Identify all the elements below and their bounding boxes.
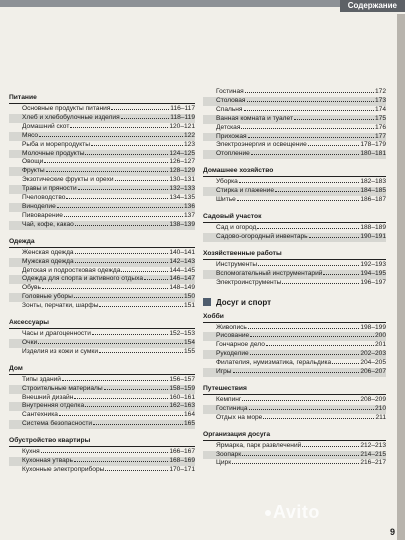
entry-label: Пивоварение [22, 211, 63, 219]
toc-entry [9, 275, 195, 284]
entry-page: 214–215 [360, 450, 386, 458]
toc-section [203, 312, 386, 377]
entry-label: Отдых на море [216, 413, 263, 421]
entry-label: Кухонная утварь [22, 457, 73, 465]
entry-label: Инструменты [216, 260, 258, 268]
entry-label: Зонты, перчатки, шарфы [22, 302, 99, 310]
toc-list [9, 448, 195, 475]
entry-label: Мужская одежда [22, 257, 74, 265]
dot-leader [242, 454, 359, 456]
entry-label: Детская [216, 123, 241, 131]
right-bottom-sections [203, 312, 386, 469]
toc-entry [203, 270, 386, 279]
dot-leader [74, 460, 168, 462]
dot-leader [64, 215, 183, 217]
toc-entry [9, 330, 195, 339]
dot-leader [92, 333, 168, 335]
dot-leader [242, 399, 359, 401]
toc-entry [9, 420, 195, 429]
entry-label: Гончарное дело [216, 341, 265, 349]
dot-leader [250, 335, 374, 337]
dot-leader [241, 127, 374, 129]
entry-page: 200 [374, 332, 386, 340]
entry-page: 156–157 [169, 375, 195, 383]
entry-label: Сантехника [22, 411, 58, 419]
toc-entry [203, 141, 386, 150]
entry-label: Отопление [216, 150, 250, 158]
dot-leader [75, 252, 169, 254]
toc-list [203, 396, 386, 423]
entry-page: 162–163 [169, 402, 195, 410]
toc-entry [203, 150, 386, 159]
toc-list [203, 88, 386, 159]
toc-entry [9, 176, 195, 185]
toc-list [9, 249, 195, 311]
entry-label: Ярмарка, парк развлечений [216, 441, 302, 449]
entry-page: 174 [374, 105, 386, 113]
toc-entry [9, 249, 195, 258]
entry-label: Очки [22, 338, 38, 346]
toc-entry [203, 405, 386, 414]
toc-entry [9, 221, 195, 230]
entry-page: 196–197 [360, 278, 386, 286]
toc-entry [203, 233, 386, 242]
toc-entry [203, 187, 386, 196]
dot-leader [44, 161, 168, 163]
entry-page: 140–141 [169, 248, 195, 256]
entry-page: 144–145 [169, 266, 195, 274]
entry-label: Кухонные электроприборы [22, 466, 105, 473]
entry-label: Цирк [216, 459, 232, 467]
dot-leader [121, 117, 170, 119]
entry-label: Сад и огород [216, 223, 257, 231]
section-heading: Обустройство квартиры [9, 436, 195, 447]
dot-leader [91, 144, 183, 146]
toc-entry [203, 442, 386, 451]
entry-page: 128–129 [169, 167, 195, 175]
entry-page: 177 [374, 132, 386, 140]
toc-section [203, 249, 386, 288]
dot-leader [111, 108, 169, 110]
entry-page: 138–139 [169, 220, 195, 228]
entry-label: Кемпинг [216, 395, 242, 403]
toc-entry [203, 279, 386, 288]
toc-entry [203, 178, 386, 187]
entry-page: 142–143 [169, 257, 195, 265]
entry-page: 202–203 [360, 350, 386, 358]
toc-entry [203, 341, 386, 350]
entry-page: 182–183 [360, 178, 386, 186]
toc-section [9, 237, 195, 311]
entry-page: 186–187 [360, 196, 386, 204]
dot-leader [46, 170, 169, 172]
section-heading: Хобби [203, 312, 386, 323]
entry-label: Спальня [216, 105, 243, 113]
entry-page: 155 [183, 347, 195, 355]
toc-entry [9, 293, 195, 302]
dot-leader [248, 136, 374, 138]
toc-section [203, 384, 386, 423]
toc-entry [203, 115, 386, 124]
right-column [203, 87, 386, 468]
entry-label: Обувь [22, 284, 41, 292]
toc-entry [203, 97, 386, 106]
toc-section [203, 166, 386, 205]
dot-leader [93, 423, 183, 425]
entry-label: Ванная комната и туалет [216, 114, 293, 122]
toc-entry [9, 457, 195, 466]
dot-leader [59, 414, 183, 416]
part-heading [203, 298, 386, 307]
entry-label: Вспомогательный инструментарий [216, 269, 323, 277]
entry-label: Столовая [216, 96, 246, 104]
entry-label: Игры [216, 368, 232, 376]
entry-page: 160–161 [169, 393, 195, 401]
entry-page: 198–199 [360, 323, 386, 331]
entry-label: Филателия, нумизматика, геральдика [216, 359, 332, 367]
toc-entry [9, 302, 195, 311]
dot-leader [250, 353, 360, 355]
entry-page: 118–119 [170, 113, 195, 121]
avito-logo-icon [265, 510, 271, 516]
dot-leader [232, 462, 359, 464]
entry-label: Кухня [22, 448, 40, 456]
toc-section [203, 88, 386, 159]
entry-page: 192–193 [360, 260, 386, 268]
entry-label: Строительные материалы [22, 384, 103, 392]
entry-page: 123 [183, 140, 195, 148]
entry-label: Изделия из кожи и сумки [22, 347, 98, 355]
toc-section [9, 364, 195, 429]
entry-page: 184–185 [360, 187, 386, 195]
toc-entry [203, 224, 386, 233]
toc-entry [203, 133, 386, 142]
dot-leader [74, 296, 183, 298]
dot-leader [57, 206, 183, 208]
dot-leader [282, 282, 359, 284]
entry-page: 212–213 [360, 441, 386, 449]
dot-leader [237, 199, 359, 201]
toc-entry [203, 368, 386, 377]
section-heading: Садовый участок [203, 212, 386, 223]
dot-leader [249, 408, 374, 410]
toc-entry [203, 332, 386, 341]
entry-label: Одежда для спорта и активного отдыха [22, 275, 143, 283]
toc-entry [203, 396, 386, 405]
entry-page: 146–147 [169, 275, 195, 283]
toc-entry [9, 123, 195, 132]
toc-entry [9, 402, 195, 411]
toc-entry [9, 376, 195, 385]
entry-page: 122 [183, 131, 195, 139]
right-top-sections [203, 88, 386, 288]
toc-entry [203, 261, 386, 270]
entry-page: 148–149 [169, 284, 195, 292]
section-heading: Дом [9, 364, 195, 375]
entry-label: Рукоделие [216, 350, 249, 358]
toc-entry [9, 194, 195, 203]
entry-page: 172 [374, 88, 386, 95]
dot-leader [251, 153, 360, 155]
entry-page: 136 [183, 202, 195, 210]
entry-label: Фрукты [22, 167, 45, 175]
watermark: Avito [265, 502, 320, 523]
entry-label: Молочные продукты [22, 149, 85, 157]
toc-entry [9, 339, 195, 348]
entry-page: 151 [183, 302, 195, 310]
toc-entry [9, 448, 195, 457]
entry-label: Пчеловодство [22, 194, 66, 202]
entry-page: 165 [183, 420, 195, 428]
toc-entry [9, 394, 195, 403]
dot-leader [62, 379, 168, 381]
dot-leader [323, 273, 359, 275]
toc-section [203, 430, 386, 469]
entry-label: Внешний дизайн [22, 393, 74, 401]
section-heading: Одежда [9, 237, 195, 248]
entry-label: Женская одежда [22, 248, 74, 256]
entry-label: Внутренняя отделка [22, 402, 85, 410]
toc-entry [9, 141, 195, 150]
entry-page: 137 [183, 211, 195, 219]
section-heading: Домашнее хозяйство [203, 166, 386, 177]
dot-leader [41, 451, 169, 453]
dot-leader [38, 342, 183, 344]
square-icon [203, 298, 211, 306]
dot-leader [309, 236, 360, 238]
toc-entry [9, 267, 195, 276]
entry-label: Детская и подростковая одежда [22, 266, 121, 274]
dot-leader [263, 417, 374, 419]
toc-section [9, 318, 195, 357]
dot-leader [244, 109, 374, 111]
entry-page: 175 [374, 114, 386, 122]
toc-entry [9, 258, 195, 267]
toc-entry [9, 167, 195, 176]
dot-leader [66, 197, 168, 199]
dot-leader [239, 181, 359, 183]
toc-list [203, 261, 386, 288]
entry-page: 210 [374, 404, 386, 412]
dot-leader [233, 371, 360, 373]
entry-label: Электроинструменты [216, 278, 282, 286]
toc-list [9, 376, 195, 429]
dot-leader [99, 351, 183, 353]
toc-entry [203, 324, 386, 333]
toc-section [9, 93, 195, 230]
dot-leader [78, 188, 169, 190]
dot-leader [245, 91, 374, 93]
entry-label: Чай, кофе, какао [22, 220, 74, 228]
entry-page: 204–205 [360, 359, 386, 367]
entry-page: 201 [374, 341, 386, 349]
entry-label: Рыба и морепродукты [22, 140, 90, 148]
dot-leader [75, 261, 169, 263]
entry-label: Типы зданий [22, 375, 61, 383]
entry-page: 180–181 [360, 150, 386, 158]
toc-list [203, 178, 386, 205]
dot-leader [247, 100, 374, 102]
dot-leader [85, 153, 168, 155]
toc-entry [203, 88, 386, 97]
dot-leader [332, 362, 359, 364]
toc-list [203, 224, 386, 242]
toc-entry [203, 106, 386, 115]
toc-entry [203, 350, 386, 359]
section-heading: Хозяйственные работы [203, 249, 386, 260]
entry-page: 170–171 [169, 466, 195, 473]
toc-entry [9, 158, 195, 167]
section-heading: Путешествия [203, 384, 386, 395]
entry-label: Садово-огородный инвентарь [216, 232, 308, 240]
dot-leader [266, 344, 374, 346]
toc-entry [9, 284, 195, 293]
entry-page: 126–127 [169, 158, 195, 166]
entry-label: Система безопасности [22, 420, 93, 428]
dot-leader [42, 287, 168, 289]
dot-leader [75, 224, 168, 226]
toc-list [203, 442, 386, 469]
entry-page: 132–133 [169, 185, 195, 193]
entry-label: Травы и пряности [22, 185, 77, 193]
entry-label: Хлеб и хлебобулочные изделия [22, 113, 120, 121]
entry-page: 120–121 [169, 122, 195, 130]
toc-entry [203, 414, 386, 423]
entry-label: Овощи [22, 158, 44, 166]
entry-label: Домашний скот [22, 122, 70, 130]
toc-entry [9, 385, 195, 394]
entry-label: Часы и драгоценности [22, 330, 91, 338]
toc-list [203, 324, 386, 377]
entry-page: 164 [183, 411, 195, 419]
entry-page: 124–125 [169, 149, 195, 157]
entry-label: Экзотические фрукты и орехи [22, 176, 114, 184]
dot-leader [39, 135, 183, 137]
toc-entry [9, 411, 195, 420]
entry-page: 152–153 [169, 330, 195, 338]
dot-leader [308, 144, 360, 146]
dot-leader [70, 126, 168, 128]
toc-entry [203, 196, 386, 205]
entry-page: 134–135 [169, 194, 195, 202]
entry-page: 176 [374, 123, 386, 131]
page-edge [397, 14, 405, 540]
entry-page: 211 [375, 413, 386, 421]
entry-label: Прихожая [216, 132, 247, 140]
entry-label: Головные уборы [22, 293, 73, 301]
toc-entry [9, 203, 195, 212]
entry-label: Уборка [216, 178, 238, 186]
entry-label: Электроэнергия и освещение [216, 141, 307, 149]
entry-label: Рисование [216, 332, 250, 340]
entry-page: 166–167 [169, 448, 195, 456]
entry-page: 178–179 [360, 141, 386, 149]
entry-page: 216–217 [360, 459, 386, 467]
dot-leader [248, 327, 359, 329]
entry-page: 173 [374, 96, 386, 104]
toc-entry [9, 185, 195, 194]
toc-entry [9, 132, 195, 141]
dot-leader [115, 179, 169, 181]
section-heading: Питание [9, 93, 195, 104]
toc-entry [9, 150, 195, 159]
section-heading: Организация досуга [203, 430, 386, 441]
entry-page: 130–131 [169, 176, 195, 184]
entry-page: 190–191 [360, 232, 386, 240]
toc-entry [203, 124, 386, 133]
entry-label: Шитье [216, 196, 236, 204]
entry-label: Мясо [22, 131, 39, 139]
toc-entry [9, 105, 195, 114]
section-heading: Аксессуары [9, 318, 195, 329]
dot-leader [302, 445, 359, 447]
dot-leader [258, 264, 359, 266]
page-number: 9 [389, 527, 395, 537]
entry-page: 116–117 [170, 105, 195, 112]
entry-page: 150 [183, 293, 195, 301]
part-title: Досуг и спорт [216, 297, 272, 307]
entry-label: Зоопарк [216, 450, 242, 458]
toc-entry [9, 466, 195, 475]
entry-page: 208–209 [360, 395, 386, 403]
toc-entry [203, 459, 386, 468]
dot-leader [85, 405, 168, 407]
entry-page: 206–207 [360, 368, 386, 376]
dot-leader [257, 227, 359, 229]
entry-label: Живопись [216, 323, 247, 331]
dot-leader [105, 469, 168, 471]
entry-page: 158–159 [169, 384, 195, 392]
toc-entry [203, 359, 386, 368]
dot-leader [104, 388, 169, 390]
entry-page: 154 [183, 338, 195, 346]
toc-list [9, 105, 195, 230]
toc-entry [203, 451, 386, 460]
toc-list [9, 330, 195, 357]
dot-leader [99, 305, 183, 307]
entry-label: Основные продукты питания [22, 105, 111, 112]
dot-leader [121, 270, 168, 272]
toc-entry [9, 114, 195, 123]
toc-section [9, 436, 195, 475]
entry-label: Стирка и глажение [216, 187, 275, 195]
toc-entry [9, 212, 195, 221]
left-column [9, 93, 195, 475]
dot-leader [144, 278, 168, 280]
entry-page: 194–195 [360, 269, 386, 277]
dot-leader [275, 190, 359, 192]
contents-tab: Содержание [340, 0, 405, 12]
toc-entry [9, 348, 195, 357]
entry-page: 168–169 [169, 457, 195, 465]
entry-label: Гостиница [216, 404, 248, 412]
entry-label: Гостиная [216, 88, 244, 95]
toc-section [203, 212, 386, 242]
dot-leader [294, 118, 374, 120]
entry-label: Виноделие [22, 202, 56, 210]
dot-leader [74, 397, 168, 399]
entry-page: 188–189 [360, 223, 386, 231]
